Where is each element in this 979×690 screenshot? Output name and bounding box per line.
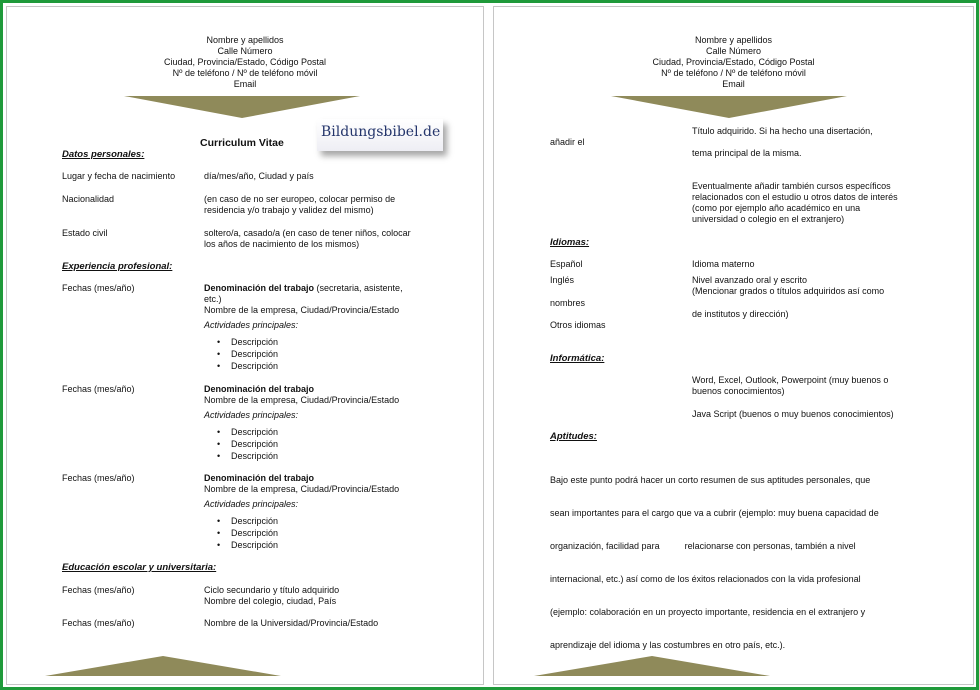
language-level: Idioma materno	[692, 259, 755, 269]
header-line: Ciudad, Provincia/Estado, Código Postal	[163, 57, 327, 67]
section-educacion: Educación escolar y universitaria:	[62, 562, 217, 573]
exp-block	[204, 473, 434, 551]
exp-title: Denominación del trabajo	[204, 473, 315, 483]
informatica-line: Word, Excel, Outlook, Powerpoint (muy buenos o	[692, 375, 889, 385]
contact-header	[7, 35, 483, 90]
contact-header	[494, 35, 973, 90]
list-item: • Descripción	[215, 336, 434, 348]
exp-company: Nombre de la empresa, Ciudad/Provincia/Estado	[204, 484, 400, 494]
exp-date: Fechas (mes/año)	[62, 384, 135, 394]
cursos-line: (como por ejemplo año académico en una	[692, 203, 861, 213]
header-line: Nº de teléfono / Nº de teléfono móvil	[172, 68, 318, 78]
field-label: Nacionalidad	[62, 194, 115, 204]
language-label: Otros idiomas	[550, 320, 606, 330]
field-label: Estado civil	[62, 228, 108, 238]
list-item: • Descripción	[215, 348, 434, 360]
list-item: • Descripción	[215, 438, 434, 450]
aptitudes-line: internacional, etc.) así como de los éxitos relacionados con la vida profesional	[550, 574, 861, 584]
exp-block	[204, 283, 434, 372]
aptitudes-line: organización, facilidad para relacionarse con personas, también a nivel	[550, 541, 856, 551]
language-label: Español	[550, 259, 583, 269]
section-idiomas: Idiomas:	[550, 237, 590, 248]
edu-date: Fechas (mes/año)	[62, 585, 135, 595]
cursos-line: relacionados con el estudio u otros datos de interés	[692, 192, 898, 202]
cursos-line: universidad o colegio en el extranjero)	[692, 214, 845, 224]
section-aptitudes: Aptitudes:	[550, 431, 597, 442]
anadir-label: añadir el	[550, 137, 585, 147]
cursos-block	[692, 181, 898, 225]
list-item: • Descripción	[215, 426, 434, 438]
language-level-line: Nivel avanzado oral y escrito	[692, 275, 808, 285]
header-line: Calle Número	[705, 46, 762, 56]
aptitudes-line: (ejemplo: colaboración en un proyecto importante, residencia en el extranjero y	[550, 607, 866, 617]
list-item: • Descripción	[215, 450, 434, 462]
list-item: • Descripción	[215, 539, 434, 551]
exp-activities-label: Actividades principales:	[204, 320, 299, 330]
exp-block	[204, 384, 434, 462]
watermark-logo	[317, 119, 443, 151]
tema-line: tema principal de la misma.	[692, 148, 802, 158]
header-line: Email	[233, 79, 257, 89]
header-line: Nombre y apellidos	[206, 35, 284, 45]
section-informatica: Informática:	[550, 353, 605, 364]
exp-activities-list	[215, 426, 434, 462]
aptitudes-paragraph	[550, 453, 879, 673]
titulo-line: Título adquirido. Si ha hecho una disertación,	[692, 126, 873, 136]
field-value	[204, 194, 395, 216]
decorative-triangle-top	[611, 96, 847, 118]
edu-line: Nombre de la Universidad/Provincia/Estado	[204, 618, 379, 628]
aptitudes-line: sean importantes para el cargo que va a cubrir (ejemplo: muy buena capacidad de	[550, 508, 879, 518]
java-line: Java Script (buenos o muy buenos conocimientos)	[692, 409, 894, 419]
language-level	[692, 275, 884, 297]
decorative-triangle-bottom	[534, 656, 770, 676]
edu-block	[204, 585, 339, 607]
field-label: Lugar y fecha de nacimiento	[62, 171, 176, 181]
header-line: Calle Número	[217, 46, 273, 56]
header-line: Nombre y apellidos	[694, 35, 773, 45]
language-label: Inglés	[550, 275, 575, 285]
informatica-line: buenos conocimientos)	[692, 386, 785, 396]
exp-title: Denominación del trabajo	[204, 283, 315, 293]
field-value: día/mes/año, Ciudad y país	[204, 171, 314, 181]
header-line: Ciudad, Provincia/Estado, Código Postal	[652, 57, 815, 67]
field-value-line: (en caso de no ser europeo, colocar permiso de	[204, 194, 396, 204]
header-line: Nº de teléfono / Nº de teléfono móvil	[661, 68, 806, 78]
header-line: Email	[722, 79, 745, 89]
list-item: • Descripción	[215, 515, 434, 527]
exp-activities-label: Actividades principales:	[204, 499, 299, 509]
cursos-line: Eventualmente añadir también cursos específicos	[692, 181, 891, 191]
exp-title: Denominación del trabajo	[204, 384, 315, 394]
exp-title-extra: (secretaria, asistente,	[314, 283, 403, 293]
exp-activities-label: Actividades principales:	[204, 410, 299, 420]
logo-text: Bildungsbibel.de	[321, 124, 441, 140]
list-item: • Descripción	[215, 360, 434, 372]
field-value-line: residencia y/o trabajo y validez del mismo)	[204, 205, 374, 215]
cv-page-2	[493, 6, 974, 685]
exp-title-cont: etc.)	[204, 294, 222, 304]
nombres-label: nombres	[550, 298, 586, 308]
exp-activities-list	[215, 515, 434, 551]
decorative-triangle-bottom	[45, 656, 281, 676]
language-level-line: (Mencionar grados o títulos adquiridos así como	[692, 286, 885, 296]
section-datos-personales: Datos personales:	[62, 149, 145, 160]
list-item: • Descripción	[215, 527, 434, 539]
field-value	[204, 228, 411, 250]
edu-line: Ciclo secundario y título adquirido	[204, 585, 340, 595]
exp-company: Nombre de la empresa, Ciudad/Provincia/Estado	[204, 395, 400, 405]
edu-date: Fechas (mes/año)	[62, 618, 135, 628]
cv-title: Curriculum Vitae	[200, 137, 284, 149]
exp-date: Fechas (mes/año)	[62, 473, 135, 483]
section-experiencia: Experiencia profesional:	[62, 261, 173, 272]
exp-date: Fechas (mes/año)	[62, 283, 135, 293]
field-value-line: los años de nacimiento de los mismos)	[204, 239, 360, 249]
institutos-line: de institutos y dirección)	[692, 309, 789, 319]
field-value-line: soltero/a, casado/a (en caso de tener niños, colocar	[204, 228, 411, 238]
exp-activities-list	[215, 336, 434, 372]
informatica-block	[692, 375, 888, 397]
aptitudes-line: Bajo este punto podrá hacer un corto resumen de sus aptitudes personales, que	[550, 475, 871, 485]
aptitudes-line: aprendizaje del idioma y las costumbres en otro país, etc.).	[550, 640, 786, 650]
exp-title-line	[204, 283, 434, 294]
exp-company: Nombre de la empresa, Ciudad/Provincia/Estado	[204, 305, 400, 315]
cv-page-1	[6, 6, 484, 685]
decorative-triangle-top	[124, 96, 360, 118]
edu-line: Nombre del colegio, ciudad, País	[204, 596, 337, 606]
